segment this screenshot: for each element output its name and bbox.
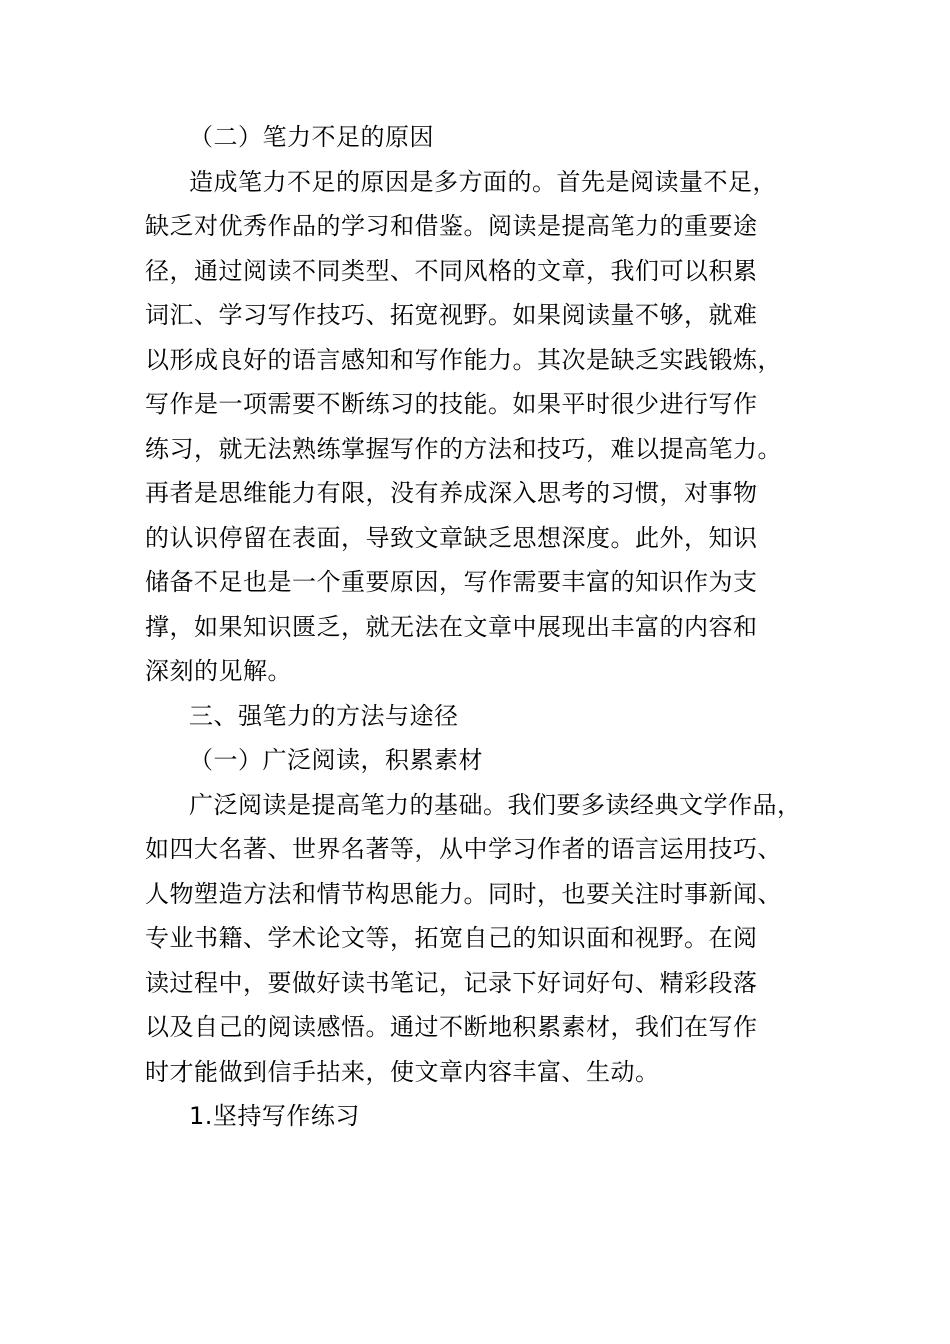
paragraph-line: 缺乏对优秀作品的学习和借鉴。阅读是提高笔力的重要途 xyxy=(145,212,758,240)
paragraph-line: 写作是一项需要不断练习的技能。如果平时很少进行写作 xyxy=(145,390,758,418)
paragraph-line: 径，通过阅读不同类型、不同风格的文章，我们可以积累 xyxy=(145,256,758,285)
section-heading-methods: 三、强笔力的方法与途径 xyxy=(189,701,459,730)
subsection-heading-reading: （一）广泛阅读，积累素材 xyxy=(189,746,483,774)
paragraph-line: 储备不足也是一个重要原因，写作需要丰富的知识作为支 xyxy=(145,568,758,596)
list-item-heading-writing-practice: 1.坚持写作练习 xyxy=(189,1102,360,1130)
section-heading-causes: （二）笔力不足的原因 xyxy=(189,123,434,151)
paragraph-line: 练习，就无法熟练掌握写作的方法和技巧，难以提高笔力。 xyxy=(145,434,782,463)
paragraph-line: 读过程中，要做好读书笔记，记录下好词好句、精彩段落 xyxy=(145,968,758,997)
paragraph-line: 造成笔力不足的原因是多方面的。首先是阅读量不足， xyxy=(189,167,777,196)
paragraph-line: 时才能做到信手拈来，使文章内容丰富、生动。 xyxy=(145,1057,660,1086)
paragraph-line: 人物塑造方法和情节构思能力。同时，也要关注时事新闻、 xyxy=(145,879,782,908)
paragraph-line: 如四大名著、世界名著等，从中学习作者的语言运用技巧、 xyxy=(145,835,782,863)
paragraph-line: 广泛阅读是提高笔力的基础。我们要多读经典文学作品， xyxy=(189,790,802,819)
paragraph-line: 再者是思维能力有限，没有养成深入思考的习惯，对事物 xyxy=(145,479,758,507)
paragraph-line: 深刻的见解。 xyxy=(145,657,292,685)
paragraph-line: 以形成良好的语言感知和写作能力。其次是缺乏实践锻炼， xyxy=(145,345,782,374)
paragraph-line: 的认识停留在表面，导致文章缺乏思想深度。此外，知识 xyxy=(145,523,758,552)
paragraph-line: 以及自己的阅读感悟。通过不断地积累素材，我们在写作 xyxy=(145,1013,758,1041)
paragraph-line: 专业书籍、学术论文等，拓宽自己的知识面和视野。在阅 xyxy=(145,924,758,952)
document-body xyxy=(145,115,835,1139)
paragraph-line: 撑，如果知识匮乏，就无法在文章中展现出丰富的内容和 xyxy=(145,612,758,641)
paragraph-line: 词汇、学习写作技巧、拓宽视野。如果阅读量不够，就难 xyxy=(145,301,758,329)
